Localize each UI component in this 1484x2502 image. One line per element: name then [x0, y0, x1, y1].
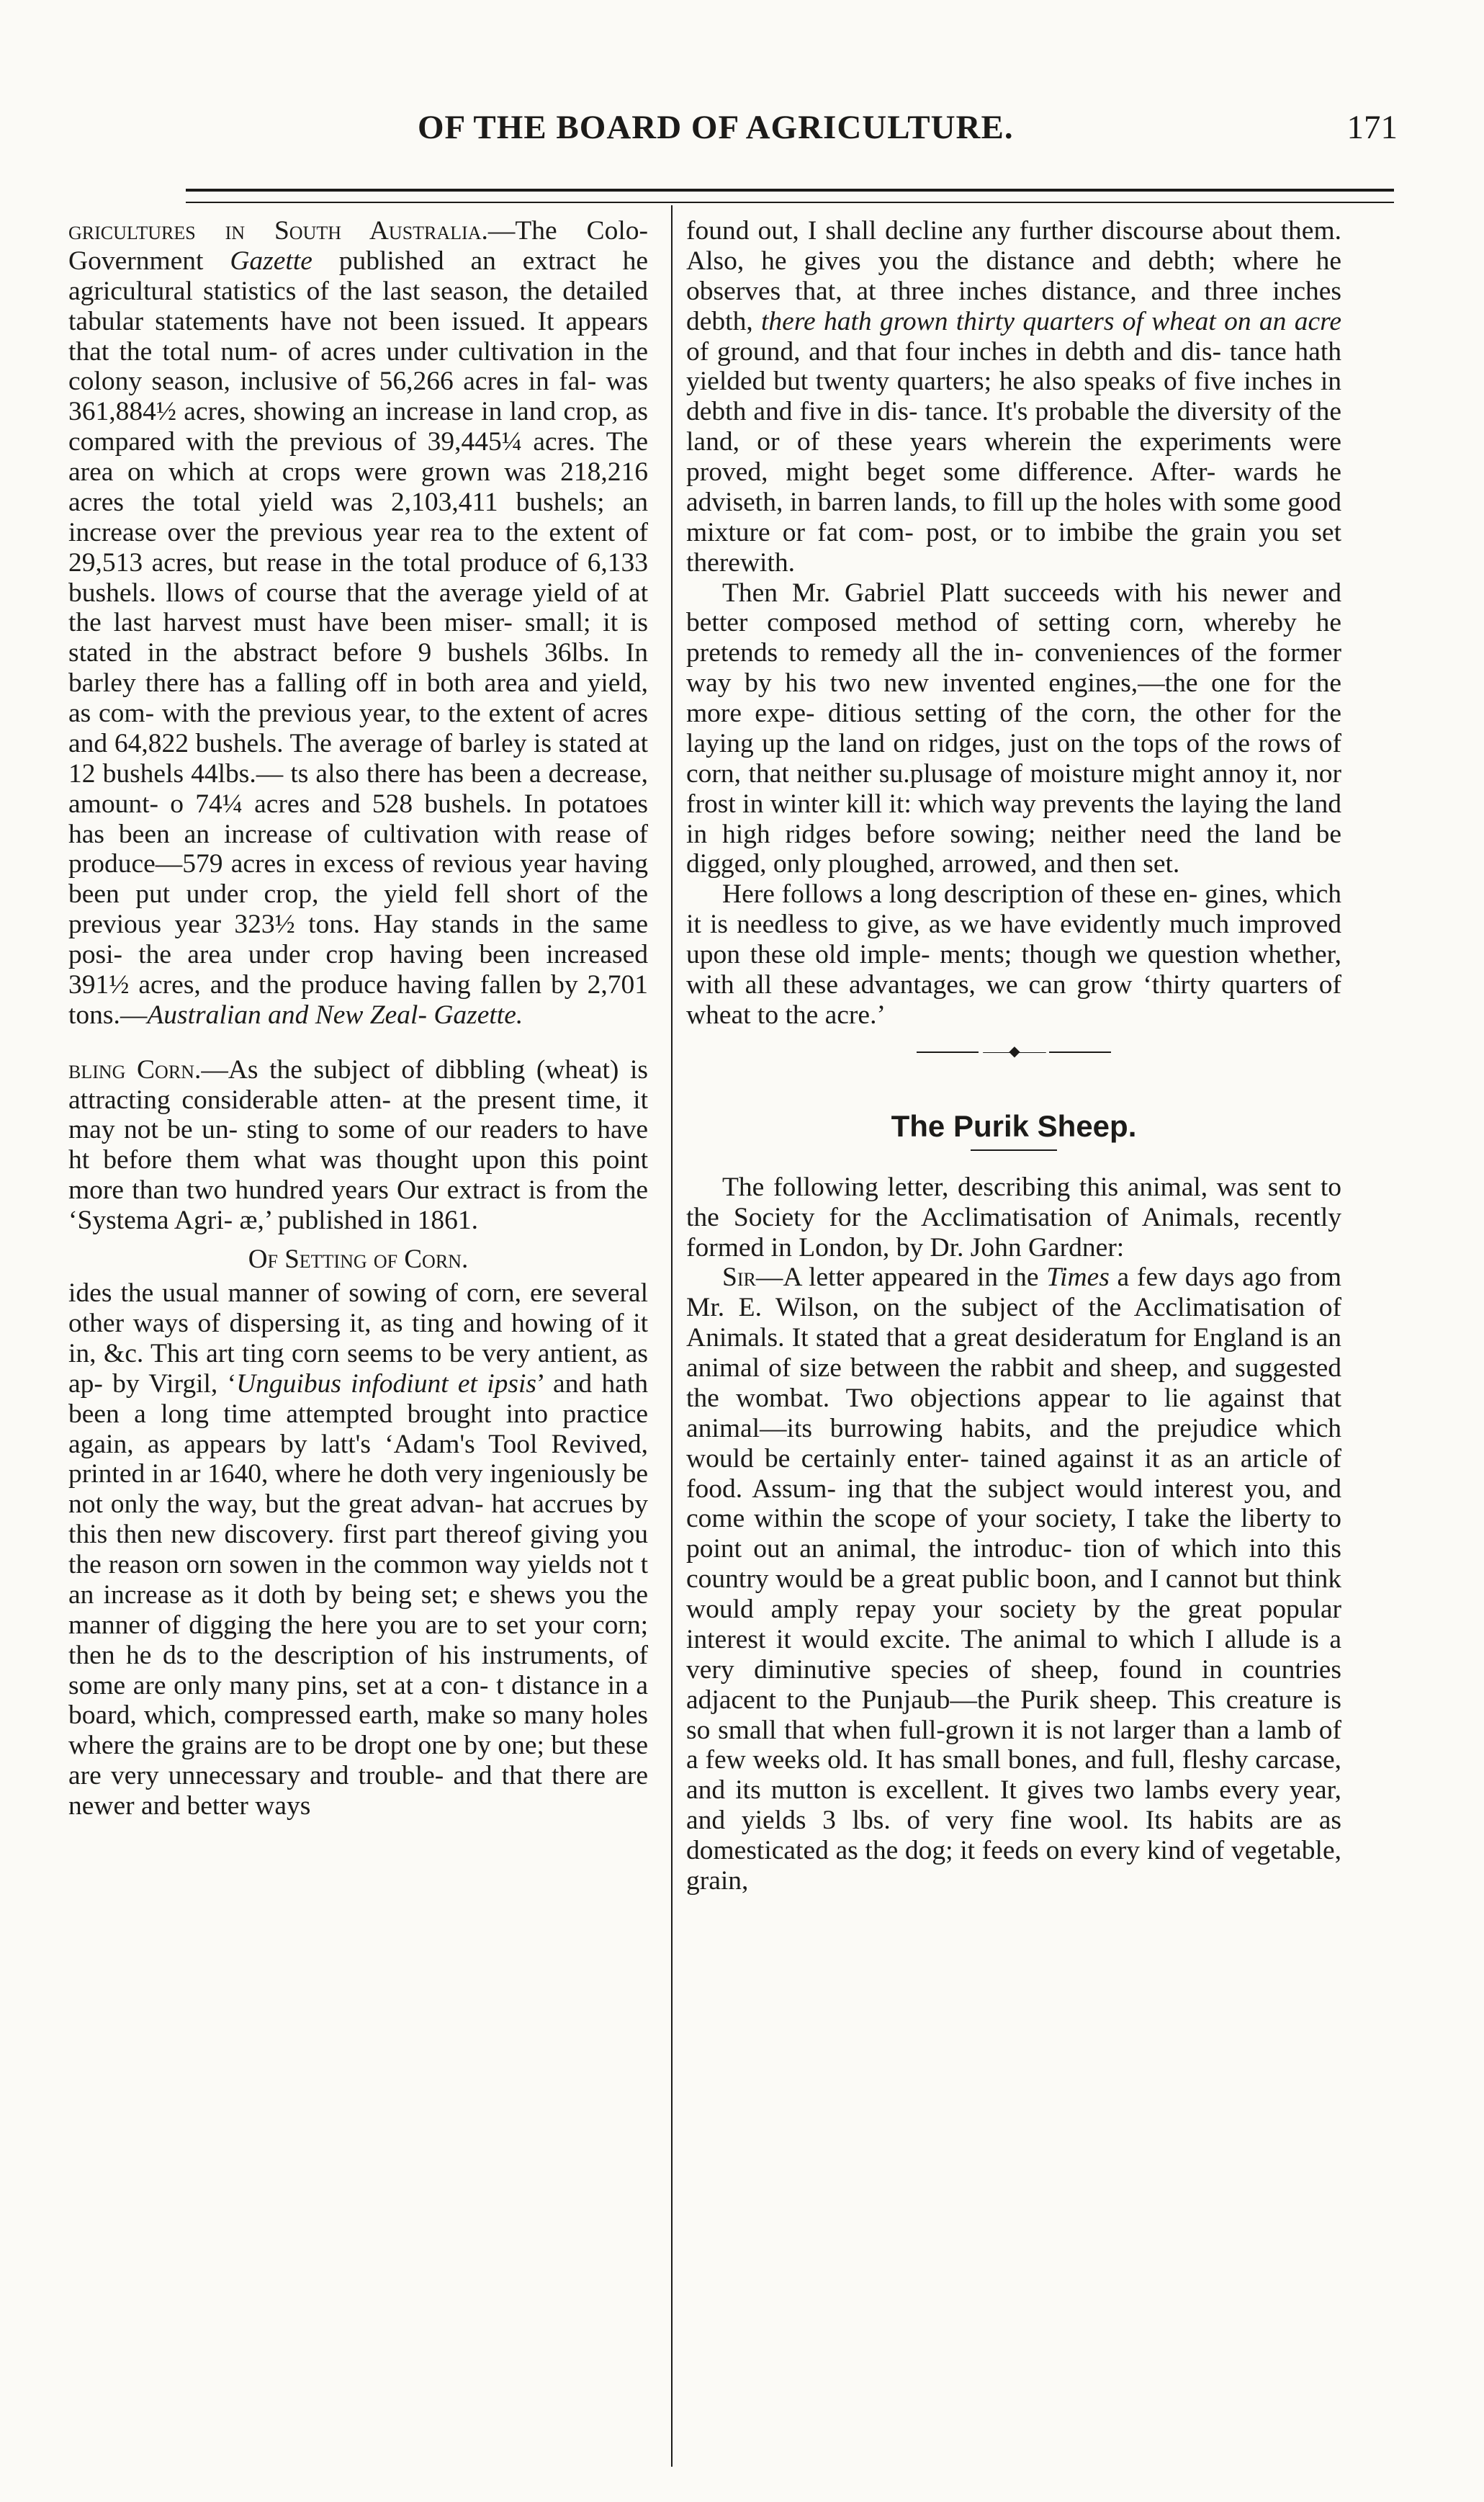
latin-quote: Unguibus infodiunt et ipsis: [236, 1368, 537, 1399]
running-title: OF THE BOARD OF AGRICULTURE.: [418, 109, 1014, 146]
salutation: Sir: [722, 1263, 756, 1293]
setting-of-corn-paragraph: [68, 1278, 648, 1821]
paragraph-text: published an extract he agricultural statistics of the last season, the detailed tabular statements have not been issued. It appears that the total num- of acres under cultivation in the colony season, inclusive of 56,266 acres in fal- was 361,884½ acres, showing an increase in land crop, as compared with the previous of 39,445¼ acres. The area on which at crops were grown was 218,216 acres the total yield was 2,103,411 bushels; an increase over the previous year rea to the extent of 29,513 acres, but rease in the total produce of 6,133 bushels. llows of course that the average yield of at the last harvest must have been miser- small; it is stated in the abstract before 9 bushels 36lbs. In barley there has a falling off in both area and yield, as com- with the previous year, to the extent of acres and 64,822 bushels. The average of barley is stated at 12 bushels 44lbs.— ts also there has been a decrease, amount- o 74¼ acres and 528 bushels. In potatoes has been an increase of cultivation with rease of produce—579 acres in excess of revious year having been put under crop, the yield fell short of the previous year 323½ tons. Hay stands in the same posi- the area under crop having been increased 391½ acres, and the produce having fallen by 2,701 tons.—: [68, 246, 648, 1030]
agriculture-south-australia-paragraph: [68, 216, 648, 1031]
paragraph-text: ’ and hath been a long time attempted brought into practice again, as appears by latt's ‘Adam's Tool Revived, printed in ar 1640, where he doth very ingeniously be not only the way, but the great advan- hat accrues by this then new discovery. first part thereof giving you the reason orn sowen in the common way yields not t an increase as it doth by being set; e shews you the manner of digging the here you are to set your corn; then he ds to the description of his instruments, of some are only many pins, set at a con- t distance in a board, which, compressed earth, make so many holes where the grains are to be dropt one by one; but these are very unnecessary and trouble- and that there are newer and better ways: [68, 1368, 648, 1821]
paragraph-text: —A letter appeared in the: [755, 1263, 1047, 1293]
column-divider: [671, 205, 673, 2467]
source-citation: Australian and New Zeal- Gazette.: [147, 1000, 523, 1030]
italic-text: Times: [1046, 1263, 1110, 1293]
paragraph-text: of ground, and that four inches in debth and dis- tance hath yielded but twenty quarters; he also speaks of five inches in debth and five in dis- tance. It's probable the diversity of the land, or of these years wherein the experiments were proved, might beget some difference. After- wards he adviseth, in barren lands, to fill up the holes with some good mixture or fat com- post, or to imbibe the grain you set therewith.: [686, 336, 1341, 578]
running-head: [58, 108, 1426, 158]
paragraph-text: a few days ago from Mr. E. Wilson, on the subject of the Acclimatisation of Animals. It stated that a great desideratum for England is an animal of size between the rabbit and sheep, and suggested the wombat. Two objections appear to lie against that animal—its burrowing habits, and the prejudice which would be certainly enter- tained against it as an article of food. Assum- ing that the subject would interest you, and come within the scope of your society, I take the liberty to point out an animal, the introduc- tion of which into this country would be a great public boon, and I cannot but think would amply repay your society by the great popular interest it would excite. The animal to which I allude is a very diminutive species of sheep, found in countries adjacent to the Punjaub—the Purik sheep. This creature is so small that when full-grown it is not larger than a lamb of a few weeks old. It has small bones, and full, fleshy carcase, and its mutton is excellent. It gives two lambs every year, and yields 3 lbs. of very fine wool. Its habits are as domesticated as the dog; it feeds on every kind of vegetable, grain,: [686, 1263, 1341, 1896]
paragraph-lead: bling Corn.: [68, 1054, 202, 1085]
continued-paragraph: [686, 216, 1341, 578]
purik-intro-paragraph: The following letter, describing this animal, was sent to the Society for the Acclimatisation of Animals, recently formed in London, by Dr. John Gardner:: [686, 1172, 1341, 1263]
letter-paragraph: [686, 1263, 1341, 1896]
paragraph-text: —As the subject of dibbling (wheat) is attracting considerable atten- at the present time, it may not be un- sting to some of our readers to have ht before them what was thought upon this point more than two hundred years Our extract is from the ‘Systema Agri- æ,’ published in 1861.: [68, 1054, 649, 1235]
paragraph-gap: [68, 1031, 648, 1055]
section-ornament: [686, 1044, 1341, 1059]
right-column: [686, 216, 1341, 1896]
paragraph-text: ides the usual manner of sowing of corn, ere several other ways of dispersing it, as ting and howing of it in, &c. This art ting corn seems to be very antient, as ap- by Virgil, ‘: [68, 1278, 648, 1399]
paragraph-text: —The Colo- Government: [68, 216, 648, 276]
title-rule: [971, 1149, 1057, 1151]
italic-text: Gazette: [230, 246, 312, 276]
ornament-glyph: ——◆——: [979, 1044, 1048, 1059]
engines-description-paragraph: Here follows a long description of these en- gines, which it is needless to give, as we have evidently much improved upon these old imple- ments; though we question whether, with all these advantages, we can grow ‘thirty quarters of wheat to the acre.’: [686, 879, 1341, 1030]
header-double-rule: [186, 189, 1394, 203]
gabriel-platt-paragraph: Then Mr. Gabriel Platt succeeds with his newer and better composed method of setting corn, whereby he pretends to remedy all the in- conveniences of the former way by his two new invented engines,—the one for the more expe- ditious setting of the corn, the other for the laying up the land on ridges, just on the tops of the rows of corn, that neither su.plusage of moisture might annoy it, nor frost in winter kill it: which way prevents the laying the land in high ridges before sowing; neither need the land be digged, only ploughed, arrowed, and then set.: [686, 578, 1341, 879]
section-subhead: Of Setting of Corn.: [248, 1244, 469, 1274]
article-title: The Purik Sheep.: [891, 1108, 1137, 1143]
page-number: 171: [1346, 109, 1398, 146]
italic-text: there hath grown thirty quarters of wheat on an acre: [761, 306, 1341, 336]
dibbling-corn-paragraph: [68, 1055, 648, 1236]
paragraph-lead: gricultures in South Australia.: [68, 216, 488, 246]
left-column: [68, 216, 648, 1821]
paragraph-text: found out, I shall decline any further discourse about them. Also, he gives you the distance and debth; where he observes that, at three inches distance, and three inches debth,: [686, 216, 1341, 336]
